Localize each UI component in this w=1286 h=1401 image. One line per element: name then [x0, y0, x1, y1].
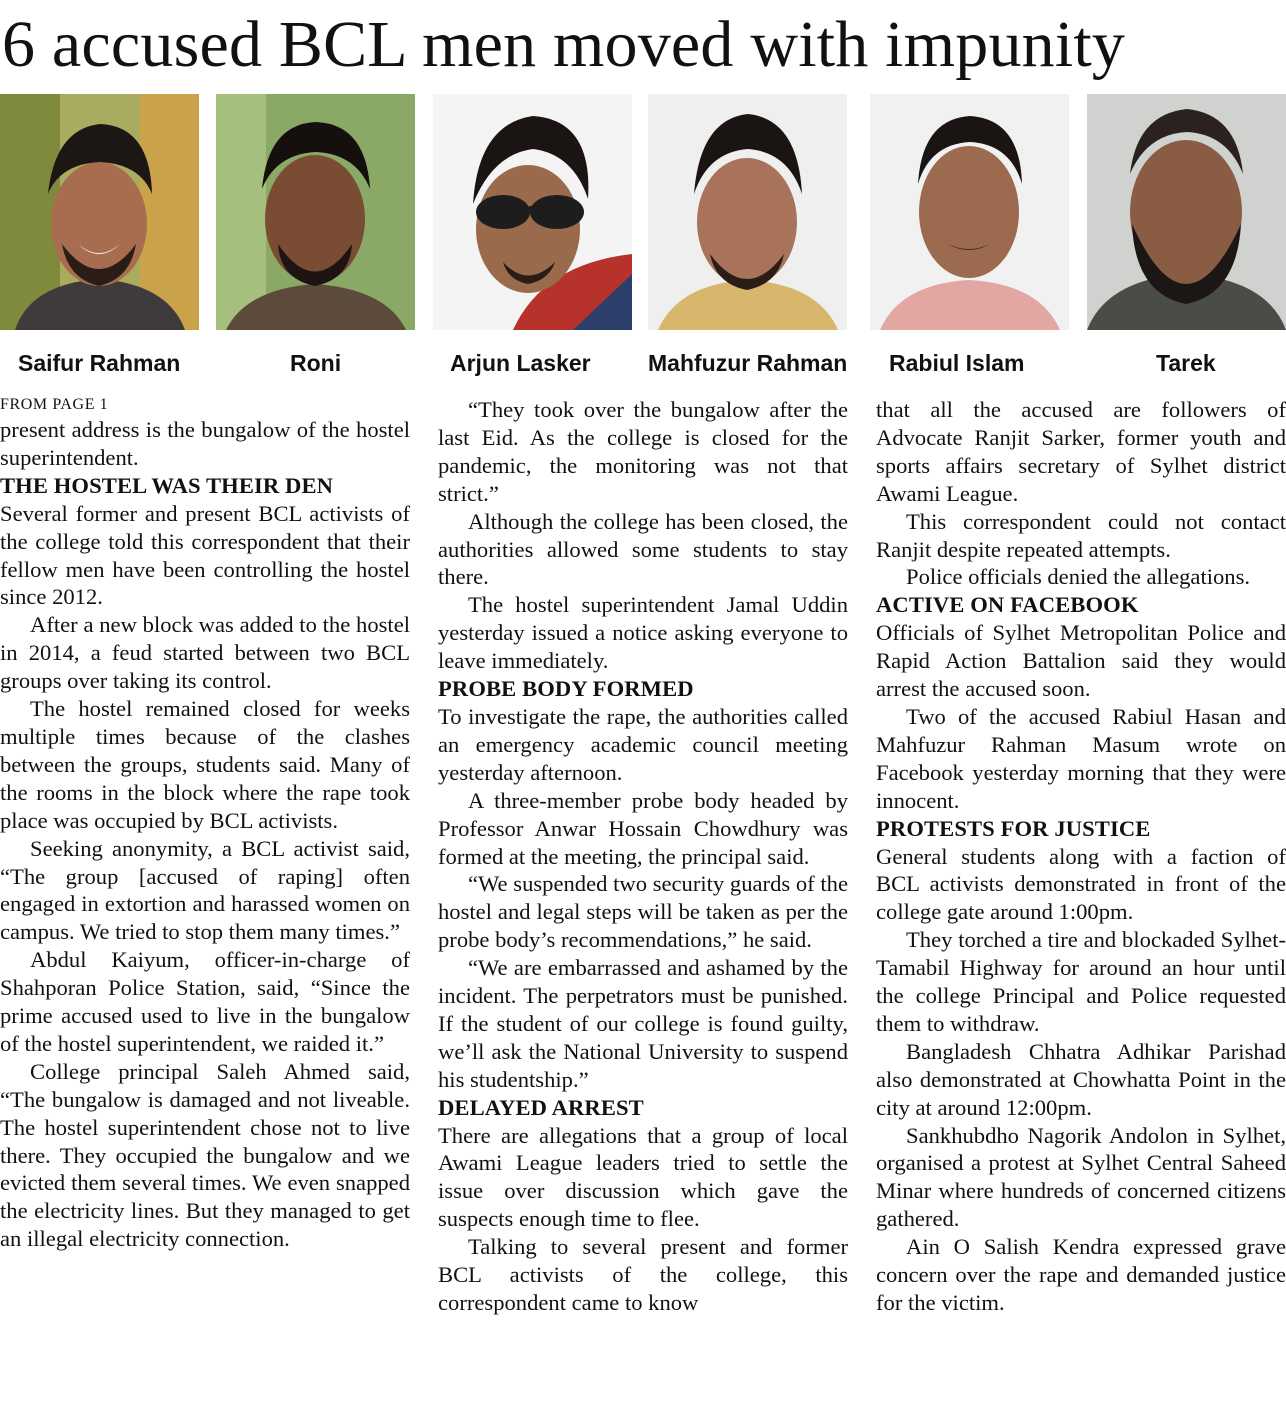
paragraph: The hostel superintendent Jamal Uddin yesterday issued a notice asking everyone to leave immediately.: [438, 592, 848, 674]
caption-arjun-lasker: Arjun Lasker: [450, 350, 591, 376]
headline: 6 accused BCL men moved with impunity: [2, 8, 1126, 81]
paragraph: “We are embarrassed and ashamed by the incident. The perpetrators must be punished. If the student of our college is found guilty, we’ll ask the National University to suspend his studentship.”: [438, 955, 848, 1092]
paragraph: Police officials denied the allegations.: [906, 564, 1251, 590]
paragraph: General students along with a faction of BCL activists demonstrated in front of the college gate around 1:00pm.: [876, 843, 1286, 925]
paragraph: They torched a tire and blockaded Sylhet-Tamabil Highway for around an hour until the college Principal and Police requested them to withdraw.: [876, 927, 1286, 1036]
photo-strip: [0, 94, 1286, 334]
jump-label: FROM PAGE 1: [0, 396, 109, 413]
caption-saifur-rahman: Saifur Rahman: [18, 350, 181, 376]
portrait-saifur-rahman: [0, 94, 199, 330]
paragraph: Sankhubdho Nagorik Andolon in Sylhet, organised a protest at Sylhet Central Saheed Minar where hundreds of concerned citizens gathered.: [876, 1122, 1286, 1232]
portrait-roni: [216, 94, 415, 330]
paragraph: Ain O Salish Kendra expressed grave concern over the rape and demanded justice for the victim.: [876, 1234, 1286, 1315]
paragraph: Seeking anonymity, a BCL activist said, “The group [accused of raping] often engaged in extortion and harassed women on campus. We tried to stop them many times.”: [0, 835, 410, 945]
caption-roni: Roni: [290, 350, 342, 376]
caption-rabiul-islam: Rabiul Islam: [889, 350, 1025, 376]
paragraph: This correspondent could not contact Ranjit despite repeated attempts.: [876, 508, 1286, 562]
article-column-3: [876, 396, 1286, 1317]
paragraph: The hostel remained closed for weeks multiple times because of the clashes between the groups, students said. Many of the rooms in the block where the rape took place was occupied by BCL activists.: [0, 696, 410, 833]
paragraph: Abdul Kaiyum, officer-in-charge of Shahporan Police Station, said, “Since the prime accused used to live in the bungalow of the hostel superintendent, we raided it.”: [0, 947, 410, 1056]
portrait-arjun-lasker: [433, 94, 632, 330]
paragraph: There are allegations that a group of local Awami League leaders tried to settle the issue over discussion which gave the suspects enough time to flee.: [438, 1122, 848, 1232]
paragraph: Two of the accused Rabiul Hasan and Mahfuzur Rahman Masum wrote on Facebook yesterday morning that they were innocent.: [876, 703, 1286, 813]
paragraph: Talking to several present and former BCL activists of the college, this correspondent came to know: [438, 1234, 848, 1315]
subheading: ACTIVE ON FACEBOOK: [876, 592, 1139, 618]
paragraph: College principal Saleh Ahmed said, “The bungalow is damaged and not liveable. The hostel superintendent chose not to live there. They occupied the bungalow and we evicted them several times. We even snapped the electricity lines. But they managed to get an illegal electricity connection.: [0, 1058, 410, 1252]
portrait-rabiul-islam: [870, 94, 1069, 330]
paragraph: Bangladesh Chhatra Adhikar Parishad also demonstrated at Chowhatta Point in the city at around 12:00pm.: [876, 1038, 1286, 1120]
article-column-1: [0, 394, 410, 1253]
subheading: THE HOSTEL WAS THEIR DEN: [0, 472, 334, 498]
subheading: PROBE BODY FORMED: [438, 676, 694, 702]
portrait-mahfuzur-rahman: [648, 94, 847, 330]
paragraph: A three-member probe body headed by Professor Anwar Hossain Chowdhury was formed at the meeting, the principal said.: [438, 787, 848, 869]
paragraph: Although the college has been closed, the authorities allowed some students to stay there.: [438, 508, 848, 590]
subheading: PROTESTS FOR JUSTICE: [876, 815, 1151, 841]
subheading: DELAYED ARREST: [438, 1094, 644, 1120]
caption-tarek: Tarek: [1156, 350, 1216, 376]
paragraph: Officials of Sylhet Metropolitan Police and Rapid Action Battalion said they would arrest the accused soon.: [876, 620, 1286, 702]
caption-mahfuzur-rahman: Mahfuzur Rahman: [648, 350, 848, 376]
paragraph: To investigate the rape, the authorities called an emergency academic council meeting yesterday afternoon.: [438, 703, 848, 785]
paragraph: “They took over the bungalow after the last Eid. As the college is closed for the pandemic, the monitoring was not that strict.”: [438, 397, 848, 506]
paragraph: that all the accused are followers of Advocate Ranjit Sarker, former youth and sports affairs secretary of Sylhet district Awami League.: [876, 397, 1286, 506]
portrait-tarek: [1087, 94, 1286, 330]
paragraph: After a new block was added to the hostel in 2014, a feud started between two BCL groups over taking its control.: [0, 612, 410, 694]
paragraph: “We suspended two security guards of the hostel and legal steps will be taken as per the probe body’s recommendations,” he said.: [438, 871, 848, 953]
paragraph: Several former and present BCL activists of the college told this correspondent that their fellow men have been controlling the hostel since 2012.: [0, 500, 410, 610]
paragraph: present address is the bungalow of the hostel superintendent.: [0, 417, 410, 470]
article-column-2: [438, 396, 848, 1317]
